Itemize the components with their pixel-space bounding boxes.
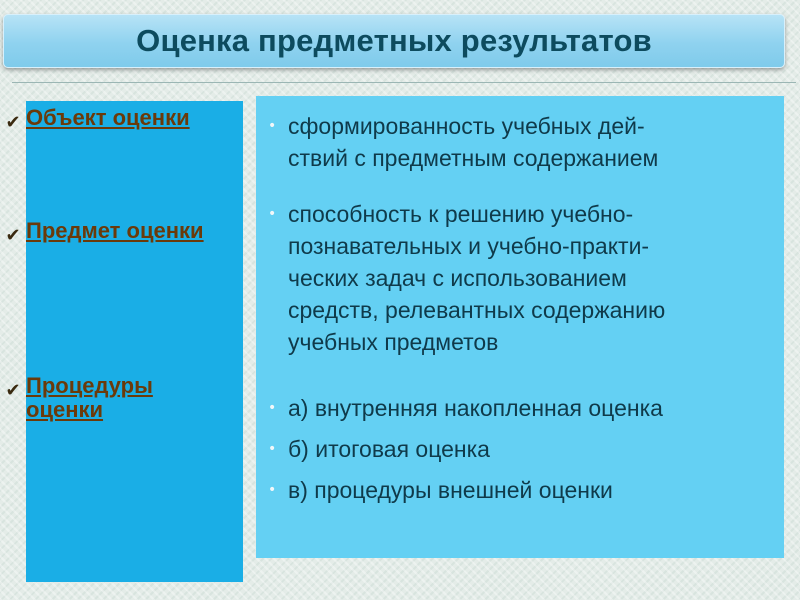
- title-divider: [12, 82, 796, 83]
- left-item-procedures: [5, 373, 216, 422]
- slide-title: Оценка предметных результатов: [136, 23, 652, 58]
- bullet-icon: •: [268, 206, 277, 222]
- list-item: [256, 433, 784, 465]
- left-panel: [5, 101, 243, 582]
- right-panel: [256, 96, 784, 558]
- list-item-text: в) процедуры внешней оценки: [288, 477, 613, 503]
- list-item-text: а) внутренняя накопленная оценка: [288, 395, 663, 421]
- list-item: [256, 110, 784, 174]
- list-item: [256, 392, 784, 424]
- bullet-icon: •: [268, 441, 277, 457]
- checkmark-icon: ✔: [5, 379, 21, 401]
- list-item-text: б) итоговая оценка: [288, 436, 490, 462]
- bullet-icon: •: [268, 118, 277, 134]
- left-item-object: [5, 105, 216, 133]
- title-bar: [3, 14, 785, 68]
- left-item-subject: [5, 218, 216, 246]
- list-item: [256, 474, 784, 506]
- checkmark-icon: ✔: [5, 224, 21, 246]
- left-item-label[interactable]: Объект оценки: [26, 105, 190, 130]
- bullet-icon: •: [268, 400, 277, 416]
- bullet-icon: •: [268, 482, 277, 498]
- list-item-text: способность к решению учебно- познавательных и учебно-практи- ческих задач с использованием средств, релевантных содержанию учебных предметов: [288, 201, 666, 355]
- left-item-label[interactable]: Предмет оценки: [26, 218, 204, 243]
- checkmark-icon: ✔: [5, 111, 21, 133]
- list-item: [256, 198, 784, 358]
- list-item-text: сформированность учебных дей- ствий с предметным содержанием: [288, 113, 659, 171]
- left-item-label[interactable]: Процедуры оценки: [26, 373, 153, 422]
